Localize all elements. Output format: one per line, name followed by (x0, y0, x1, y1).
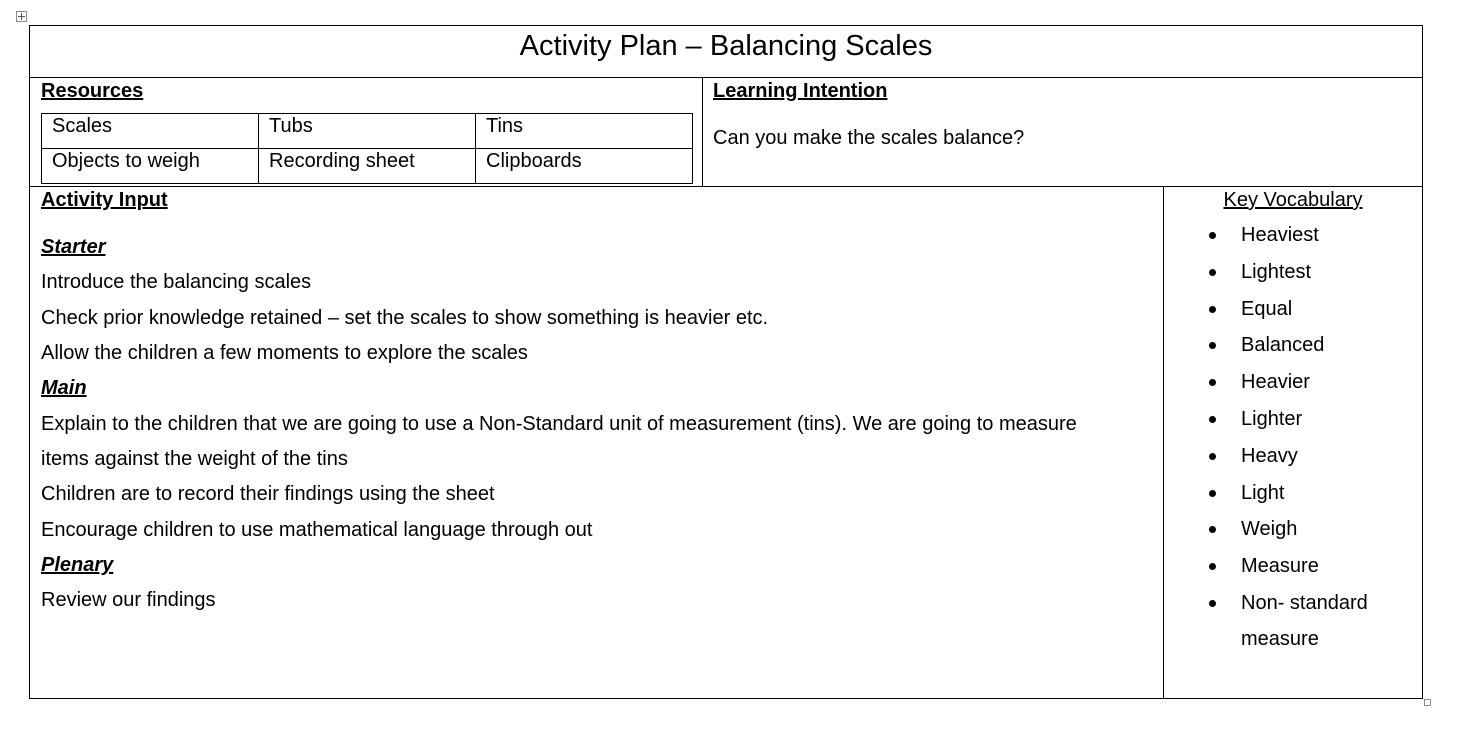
learning-intention-cell (703, 78, 1422, 187)
starter-line: Check prior knowledge retained – set the scales to show something is heavier etc. (41, 307, 769, 329)
vocab-word-continued: measure (1241, 627, 1319, 650)
learning-intention-text: Can you make the scales balance? (713, 127, 1025, 149)
vocab-word: Heavier (1241, 371, 1310, 394)
vocab-word: Light (1241, 481, 1285, 504)
starter-line: Allow the children a few moments to explore the scales (41, 342, 528, 364)
vocab-word: Heaviest (1241, 224, 1319, 246)
main-heading: Main (41, 377, 87, 399)
vocab-word: Balanced (1241, 334, 1325, 357)
vocab-word: Equal (1241, 297, 1293, 320)
activity-input-cell (30, 187, 1164, 698)
resource-cell: Objects to weigh (42, 149, 259, 184)
table-move-handle-icon[interactable] (16, 11, 27, 22)
vocab-word: Lightest (1241, 260, 1312, 283)
main-line: Children are to record their findings using the sheet (41, 483, 495, 505)
bullet-icon (1209, 232, 1216, 239)
bullet-icon (1209, 453, 1216, 460)
activity-plan-table (29, 25, 1423, 699)
page-title: Activity Plan – Balancing Scales (30, 26, 1422, 78)
bullet-icon (1209, 526, 1216, 533)
bullet-icon (1209, 269, 1216, 276)
bullet-icon (1209, 490, 1216, 497)
resource-cell: Clipboards (476, 149, 693, 184)
main-line: Explain to the children that we are going to use a Non-Standard unit of measurement (tins). We are going to measure (41, 413, 1077, 435)
main-line: Encourage children to use mathematical language through out (41, 519, 593, 541)
resources-table (41, 113, 693, 184)
vocab-word: Heavy (1241, 444, 1298, 467)
resource-cell: Scales (42, 114, 259, 149)
learning-intention-heading: Learning Intention (713, 80, 888, 102)
vocab-word: Measure (1241, 555, 1319, 578)
resource-cell: Tins (476, 114, 693, 149)
main-line: items against the weight of the tins (41, 448, 348, 470)
table-row (42, 114, 693, 149)
plenary-line: Review our findings (41, 589, 216, 611)
resources-heading: Resources (41, 80, 144, 102)
bullet-icon (1209, 416, 1216, 423)
bullet-icon (1209, 600, 1216, 607)
vocab-word: Non- standard (1241, 591, 1368, 614)
table-row (42, 149, 693, 184)
resource-cell: Tubs (259, 114, 476, 149)
activity-input-heading: Activity Input (41, 189, 168, 211)
bullet-icon (1209, 379, 1216, 386)
plenary-heading: Plenary (41, 554, 114, 576)
resource-cell: Recording sheet (259, 149, 476, 184)
vocab-word: Weigh (1241, 518, 1298, 541)
table-resize-handle-icon[interactable] (1424, 699, 1431, 706)
key-vocabulary-cell (1164, 187, 1422, 698)
bullet-icon (1209, 306, 1216, 313)
vocab-word: Lighter (1241, 407, 1303, 430)
starter-heading: Starter (41, 236, 106, 258)
resources-cell (30, 78, 703, 187)
starter-line: Introduce the balancing scales (41, 271, 312, 293)
key-vocabulary-heading: Key Vocabulary (1223, 189, 1363, 211)
bullet-icon (1209, 342, 1216, 349)
bullet-icon (1209, 563, 1216, 570)
